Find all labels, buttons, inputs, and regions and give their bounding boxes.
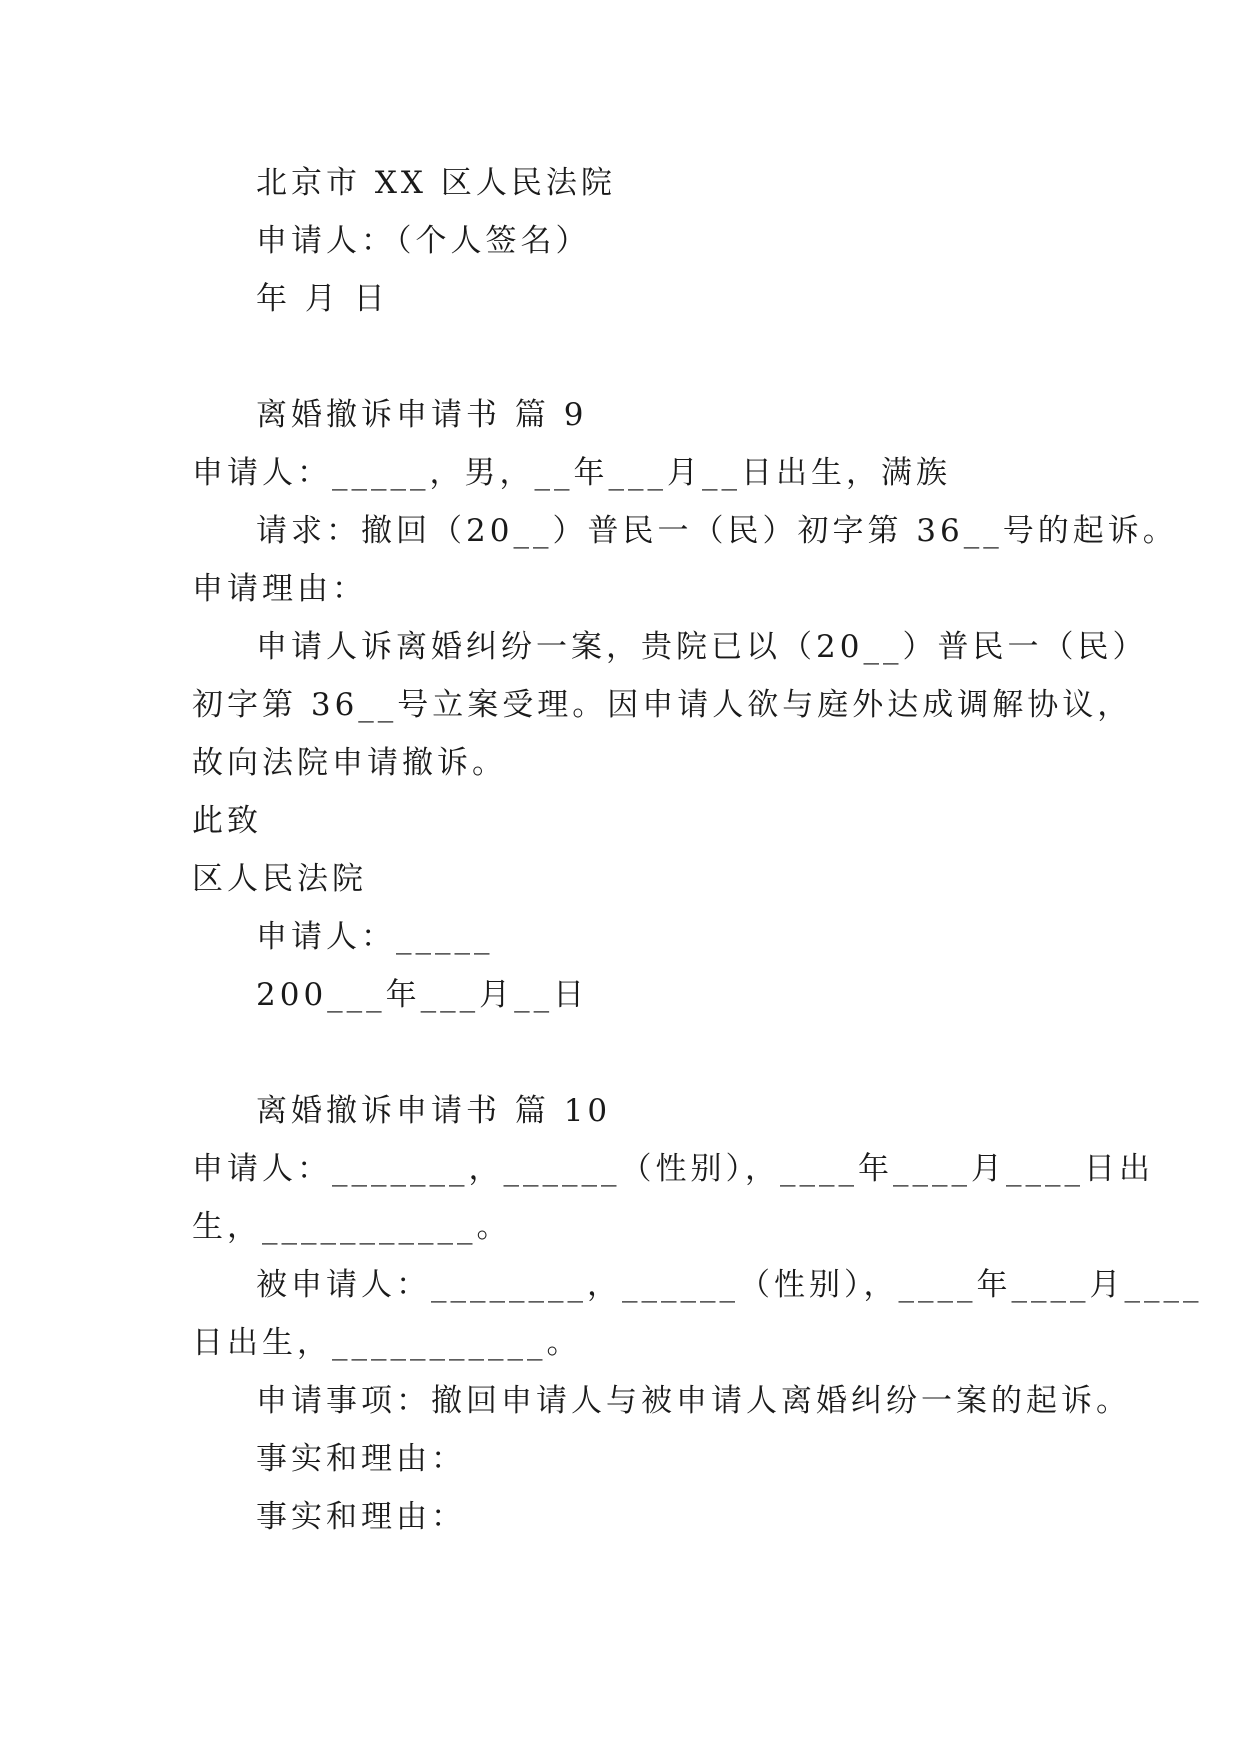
- facts-reasons-heading-1: 事实和理由：: [256, 1441, 466, 1477]
- reason-paragraph-line-2: 初字第 36__号立案受理。因申请人欲与庭外达成调解协议，: [192, 687, 1133, 723]
- reason-heading: 申请理由：: [192, 571, 367, 607]
- addressee-court: 区人民法院: [192, 861, 367, 897]
- court-name: 北京市 XX 区人民法院: [256, 165, 616, 201]
- date-line: 年 月 日: [256, 281, 389, 317]
- applicant-sign-line: 申请人：_____: [256, 919, 494, 955]
- section-title-10: 离婚撤诉申请书 篇 10: [256, 1093, 612, 1129]
- respondent-info-line-1: 被申请人：________，______（性别），____年____月____: [256, 1267, 1203, 1303]
- applicant-signature-line: 申请人：（个人签名）: [256, 223, 591, 259]
- request-line: 请求：撤回（20__）普民一（民）初字第 36__号的起诉。: [256, 513, 1178, 549]
- applicant-info: 申请人：_____，男，__年___月__日出生，满族: [192, 455, 951, 491]
- applicant-info-line-2: 生，___________。: [192, 1209, 512, 1245]
- facts-reasons-heading-2: 事实和理由：: [256, 1499, 466, 1535]
- reason-paragraph-line-3: 故向法院申请撤诉。: [192, 745, 507, 781]
- reason-paragraph-line-1: 申请人诉离婚纠纷一案，贵院已以（20__）普民一（民）: [256, 629, 1148, 665]
- application-matter: 申请事项：撤回申请人与被申请人离婚纠纷一案的起诉。: [256, 1383, 1131, 1419]
- respondent-info-line-2: 日出生，___________。: [192, 1325, 582, 1361]
- date-fill-line: 200___年___月__日: [256, 977, 589, 1013]
- salutation: 此致: [192, 803, 262, 839]
- section-title-9: 离婚撤诉申请书 篇 9: [256, 397, 588, 433]
- applicant-info-line-1: 申请人：_______，______（性别），____年____月____日出: [192, 1151, 1154, 1187]
